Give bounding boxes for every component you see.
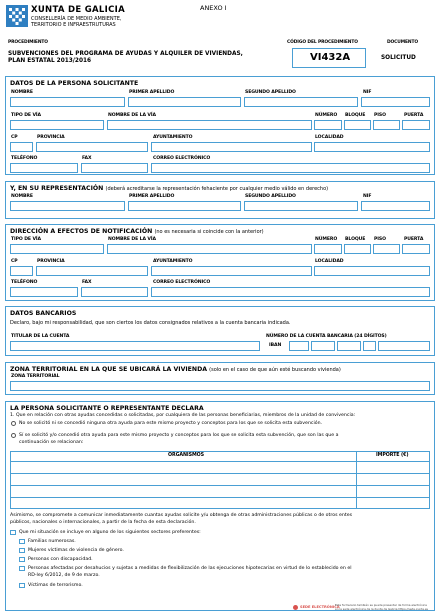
rep-nif-field[interactable]: [361, 201, 430, 211]
not-numero-field[interactable]: [314, 244, 342, 254]
aid-table: [10, 451, 430, 509]
option-si-label-2: continuación se relacionan:: [19, 440, 84, 445]
org-subtitle-1: CONSELLERÍA DE MEDIO AMBIENTE,: [31, 16, 122, 22]
representative-note: (deberá acreditarse la representación fehaciente por cualquier medio válido en derecho): [105, 186, 329, 192]
label-iban: IBAN: [269, 343, 282, 348]
dc-field[interactable]: [363, 341, 376, 351]
localidad-field[interactable]: [314, 142, 430, 152]
rep-label-nif: NIF: [363, 194, 372, 199]
bloque-field[interactable]: [344, 120, 371, 130]
sector-label-3: Personas con discapacidad.: [28, 557, 93, 562]
not-label-cp: CP: [11, 259, 18, 264]
label-correo: CORREO ELECTRÓNICO: [153, 156, 211, 161]
not-bloque-field[interactable]: [344, 244, 371, 254]
iban-field[interactable]: [289, 341, 309, 351]
segundo-apellido-field[interactable]: [244, 97, 358, 107]
sector-checkbox-2[interactable]: [19, 548, 25, 553]
label-numero-cuenta: NÚMERO DE LA CUENTA BANCARIA (24 DÍGITOS): [266, 334, 387, 339]
aid-table-header: [11, 452, 429, 462]
xunta-logo: [6, 5, 28, 27]
rep-primer-apellido-field[interactable]: [128, 201, 241, 211]
label-localidad: LOCALIDAD: [315, 135, 344, 140]
declare-title: LA PERSONA SOLICITANTE O REPRESENTANTE DECLARA: [10, 405, 204, 412]
sede-label: SEDE ELECTRÓNICA: [300, 605, 340, 609]
nombre-via-field[interactable]: [107, 120, 312, 130]
zone-note: (solo en el caso de que aún esté buscando vivienda): [209, 367, 341, 373]
label-provincia: PROVINCIA: [37, 135, 65, 140]
numero-field[interactable]: [314, 120, 342, 130]
not-tipo-via-field[interactable]: [10, 244, 104, 254]
label-cp: CP: [11, 135, 18, 140]
bank-title: DATOS BANCARIOS: [10, 310, 77, 317]
sede-icon: [293, 605, 298, 610]
procedure-code-label: CÓDIGO DEL PROCEDIMIENTO: [287, 40, 358, 45]
titular-field[interactable]: [10, 341, 260, 351]
sector-label-5: Víctimas de terrorismo.: [28, 583, 83, 588]
not-label-ayuntamiento: AYUNTAMIENTO: [153, 259, 193, 264]
not-provincia-field[interactable]: [36, 266, 148, 276]
not-label-correo: CORREO ELECTRÓNICO: [153, 280, 211, 285]
not-piso-field[interactable]: [373, 244, 400, 254]
account-field[interactable]: [378, 341, 430, 351]
radio-si[interactable]: [11, 433, 16, 438]
declare-q1: 1. Que en relación con otras ayudas concedidas o solicitadas, por cualquiera de las personas beneficiarias, miembros de la unidad de convivencia:: [10, 413, 356, 418]
not-telefono-field[interactable]: [10, 287, 78, 297]
commitment-1: Asimismo, se compromete a comunicar inmediatamente cuantas ayudas solicite y/u obtenga de otras administraciones públicas o de otros entes: [10, 513, 353, 518]
primer-apellido-field[interactable]: [128, 97, 241, 107]
document-label: DOCUMENTO: [387, 40, 419, 45]
label-titular: TITULAR DE LA CUENTA: [11, 334, 70, 339]
not-label-puerta: PUERTA: [404, 237, 424, 242]
option-si-label-1: Sí se solicitó y/o concedió otra ayuda para este mismo proyecto y conceptos para los que se solicita esta subvención, que son las que a: [19, 433, 339, 438]
not-label-nombre-via: NOMBRE DE LA VÍA: [108, 237, 156, 242]
procedure-title-1: SUBVENCIONES DEL PROGRAMA DE AYUDAS Y ALQUILER DE VIVIENDAS,: [8, 51, 243, 57]
org-subtitle-2: TERRITORIO E INFRAESTRUTURAS: [31, 22, 116, 28]
not-fax-field[interactable]: [81, 287, 148, 297]
piso-field[interactable]: [373, 120, 400, 130]
puerta-field[interactable]: [402, 120, 430, 130]
label-numero: NÚMERO: [315, 113, 338, 118]
representative-title: Y, EN SU REPRESENTACIÓN (deberá acreditarse la representación fehaciente por cualquier medio válido en derecho): [10, 185, 329, 192]
procedure-code: VI432A: [310, 52, 351, 63]
not-label-provincia: PROVINCIA: [37, 259, 65, 264]
notification-title: DIRECCIÓN A EFECTOS DE NOTIFICACIÓN (no es necesaria si coincide con la anterior): [10, 228, 264, 235]
document-type: SOLICITUD: [381, 55, 416, 61]
not-nombre-via-field[interactable]: [107, 244, 312, 254]
sector-label-2: Mujeres víctimas de violencia de género.: [28, 548, 124, 553]
tipo-via-field[interactable]: [10, 120, 104, 130]
label-piso: PISO: [374, 113, 386, 118]
zona-field[interactable]: [10, 381, 430, 391]
sectors-question: Que mi situación se incluye en alguno de los siguientes sectores preferentes:: [19, 530, 201, 535]
not-puerta-field[interactable]: [402, 244, 430, 254]
aid-row-1[interactable]: [11, 473, 429, 474]
procedure-label: PROCEDIMIENTO: [8, 40, 48, 45]
label-tipo-via: TIPO DE VÍA: [11, 113, 41, 118]
notification-note: (no es necesaria si coincide con la anterior): [154, 229, 264, 235]
label-nombre: NOMBRE: [11, 90, 33, 95]
label-zona: ZONA TERRITORIAL: [11, 374, 60, 379]
option-no-label: No se solicitó ni se concedió ninguna otra ayuda para este mismo proyecto y conceptos para los que se solicita esta subvención.: [19, 421, 323, 426]
entity-field[interactable]: [311, 341, 335, 351]
not-correo-field[interactable]: [151, 287, 430, 297]
not-label-localidad: LOCALIDAD: [315, 259, 344, 264]
procedure-title-2: PLAN ESTATAL 2013/2016: [8, 58, 92, 64]
org-name: XUNTA DE GALICIA: [31, 5, 125, 15]
label-nombre-via: NOMBRE DE LA VÍA: [108, 113, 156, 118]
not-ayuntamiento-field[interactable]: [151, 266, 312, 276]
applicant-title: DATOS DE LA PERSONA SOLICITANTE: [10, 80, 139, 87]
telefono-field[interactable]: [10, 163, 78, 173]
label-segundo-apellido: SEGUNDO APELLIDO: [245, 90, 296, 95]
rep-label-primer-apellido: PRIMER APELLIDO: [129, 194, 175, 199]
cp-field[interactable]: [10, 142, 33, 152]
not-label-bloque: BLOQUE: [345, 237, 366, 242]
annex-label: ANEXO I: [200, 4, 227, 12]
correo-field[interactable]: [151, 163, 430, 173]
nif-field[interactable]: [361, 97, 430, 107]
not-label-piso: PISO: [374, 237, 386, 242]
sector-checkbox-1[interactable]: [19, 539, 25, 544]
sector-checkbox-5[interactable]: [19, 583, 25, 588]
radio-no[interactable]: [11, 421, 16, 426]
sector-label-4: Personas afectadas por desahucios y sujetas a medidas de flexibilización de las ejecuciones hipotecarias en virtud de lo establecido en el: [28, 566, 352, 571]
label-fax: FAX: [82, 156, 92, 161]
label-primer-apellido: PRIMER APELLIDO: [129, 90, 175, 95]
col-organismos: ORGANISMOS: [168, 453, 204, 458]
fax-field[interactable]: [81, 163, 148, 173]
sector-checkbox-4[interactable]: [19, 566, 25, 571]
label-nif: NIF: [363, 90, 372, 95]
label-ayuntamiento: AYUNTAMIENTO: [153, 135, 193, 140]
rep-segundo-apellido-field[interactable]: [244, 201, 358, 211]
label-puerta: PUERTA: [404, 113, 424, 118]
not-label-telefono: TELÉFONO: [11, 280, 38, 285]
nombre-field[interactable]: [10, 97, 125, 107]
ayuntamiento-field[interactable]: [151, 142, 312, 152]
sector-label-4b: RD-ley 6/2012, de 9 de marzo.: [28, 573, 100, 578]
not-cp-field[interactable]: [10, 266, 33, 276]
not-localidad-field[interactable]: [314, 266, 430, 276]
aid-row-2[interactable]: [11, 485, 429, 486]
rep-nombre-field[interactable]: [10, 201, 125, 211]
not-label-fax: FAX: [82, 280, 92, 285]
sector-label-1: Familias numerosas.: [28, 539, 76, 544]
col-importe: IMPORTE (€): [376, 453, 409, 458]
footer-legal-1: Este formulario también se puede presentar de forma electrónica: [335, 603, 427, 607]
not-label-tipo-via: TIPO DE VÍA: [11, 237, 41, 242]
bank-declaration: Declaro, bajo mi responsabilidad, que son ciertos los datos consignados relativos a la cuenta bancaria indicada.: [10, 320, 291, 326]
footer-legal-2: en la sede electrónica de la Xunta de Galicia https://sede.xunta.es: [335, 607, 428, 611]
label-telefono: TELÉFONO: [11, 156, 38, 161]
commitment-2: públicos, nacionales o internacionales, a partir de la fecha de esta declaración.: [10, 520, 196, 525]
rep-label-nombre: NOMBRE: [11, 194, 33, 199]
office-field[interactable]: [337, 341, 361, 351]
provincia-field[interactable]: [36, 142, 148, 152]
zone-title: ZONA TERRITORIAL EN LA QUE SE UBICARÁ LA VIVIENDA (solo en el caso de que aún esté buscando vivienda): [10, 366, 341, 373]
aid-row-3[interactable]: [11, 497, 429, 498]
label-bloque: BLOQUE: [345, 113, 366, 118]
representative-section: [5, 181, 435, 219]
sector-checkbox-3[interactable]: [19, 557, 25, 562]
not-label-numero: NÚMERO: [315, 237, 338, 242]
sectors-checkbox[interactable]: [10, 530, 16, 535]
aid-table-col-divider: [356, 452, 357, 508]
rep-label-segundo-apellido: SEGUNDO APELLIDO: [245, 194, 296, 199]
